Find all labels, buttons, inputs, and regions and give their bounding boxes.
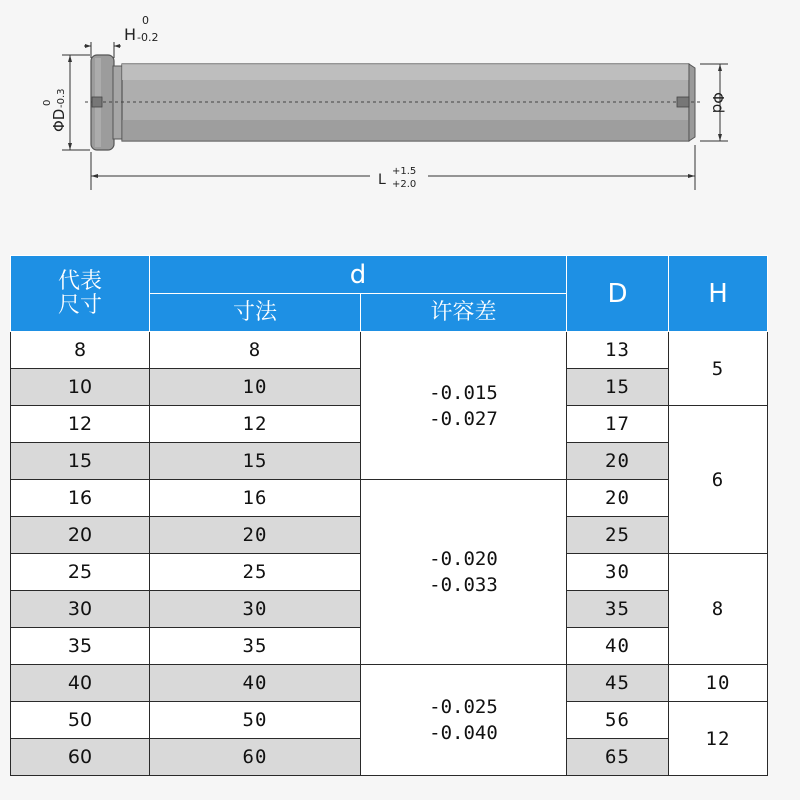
cell-H: 10 — [669, 665, 768, 702]
header-code-line1: 代表 — [57, 268, 102, 294]
cell-size: 16 — [150, 480, 361, 517]
tolerance-group-2 — [361, 480, 567, 665]
tolerance-lower: -0.040 — [429, 722, 498, 744]
D-tol-lower: -0.3 — [56, 88, 67, 108]
header-code — [11, 256, 150, 332]
cell-code: 50 — [11, 702, 150, 739]
L-tol-upper: +1.5 — [392, 166, 417, 177]
cell-H: 6 — [669, 406, 768, 554]
cell-D: 17 — [567, 406, 669, 443]
L-tol-lower: +2.0 — [392, 179, 417, 190]
cell-D: 30 — [567, 554, 669, 591]
cell-D: 35 — [567, 591, 669, 628]
header-size: 寸法 — [150, 294, 361, 332]
cell-H: 8 — [669, 554, 768, 665]
cell-H: 12 — [669, 702, 768, 776]
cell-size: 10 — [150, 369, 361, 406]
pin-drawing — [0, 0, 800, 245]
table-row — [11, 332, 768, 369]
cell-D: 40 — [567, 628, 669, 665]
cell-D: 20 — [567, 480, 669, 517]
h-label: H — [124, 25, 137, 44]
header-H: H — [669, 256, 768, 332]
cell-D: 20 — [567, 443, 669, 480]
cell-code: 60 — [11, 739, 150, 776]
cell-size: 40 — [150, 665, 361, 702]
tolerance-upper: -0.020 — [429, 548, 498, 570]
cell-D: 45 — [567, 665, 669, 702]
cell-D: 25 — [567, 517, 669, 554]
tolerance-group-1 — [361, 332, 567, 480]
header-D: D — [567, 256, 669, 332]
header-d: d — [150, 256, 567, 294]
dimension-table — [10, 255, 768, 776]
cell-code: 20 — [11, 517, 150, 554]
header-code-line2: 尺寸 — [57, 292, 102, 318]
cell-code: 8 — [11, 332, 150, 369]
cell-code: 40 — [11, 665, 150, 702]
cell-size: 30 — [150, 591, 361, 628]
cell-size: 8 — [150, 332, 361, 369]
table-row — [11, 480, 768, 517]
cell-D: 13 — [567, 332, 669, 369]
cell-D: 65 — [567, 739, 669, 776]
cell-size: 35 — [150, 628, 361, 665]
cell-code: 30 — [11, 591, 150, 628]
header-tolerance: 许容差 — [361, 294, 567, 332]
tolerance-lower: -0.027 — [429, 407, 498, 430]
cell-size: 15 — [150, 443, 361, 480]
tolerance-lower: -0.033 — [429, 574, 498, 596]
cell-code: 35 — [11, 628, 150, 665]
cell-size: 50 — [150, 702, 361, 739]
cell-code: 12 — [11, 406, 150, 443]
cell-D: 15 — [567, 369, 669, 406]
tolerance-upper: -0.015 — [429, 381, 498, 404]
cell-D: 56 — [567, 702, 669, 739]
D-tol-upper: 0 — [42, 99, 53, 106]
cell-code: 25 — [11, 554, 150, 591]
cell-H: 5 — [669, 332, 768, 406]
cell-size: 12 — [150, 406, 361, 443]
cell-code: 16 — [11, 480, 150, 517]
D-label: ΦD — [50, 108, 68, 132]
cell-code: 15 — [11, 443, 150, 480]
h-tol-lower: -0.2 — [137, 31, 159, 44]
cell-size: 25 — [150, 554, 361, 591]
table-row — [11, 665, 768, 702]
d-label: Φd — [709, 92, 727, 114]
cell-code: 10 — [11, 369, 150, 406]
cell-size: 60 — [150, 739, 361, 776]
tolerance-group-3 — [361, 665, 567, 776]
tolerance-upper: -0.025 — [429, 696, 498, 718]
h-tol-upper: 0 — [142, 14, 149, 27]
L-label: L — [378, 172, 386, 188]
cell-size: 20 — [150, 517, 361, 554]
